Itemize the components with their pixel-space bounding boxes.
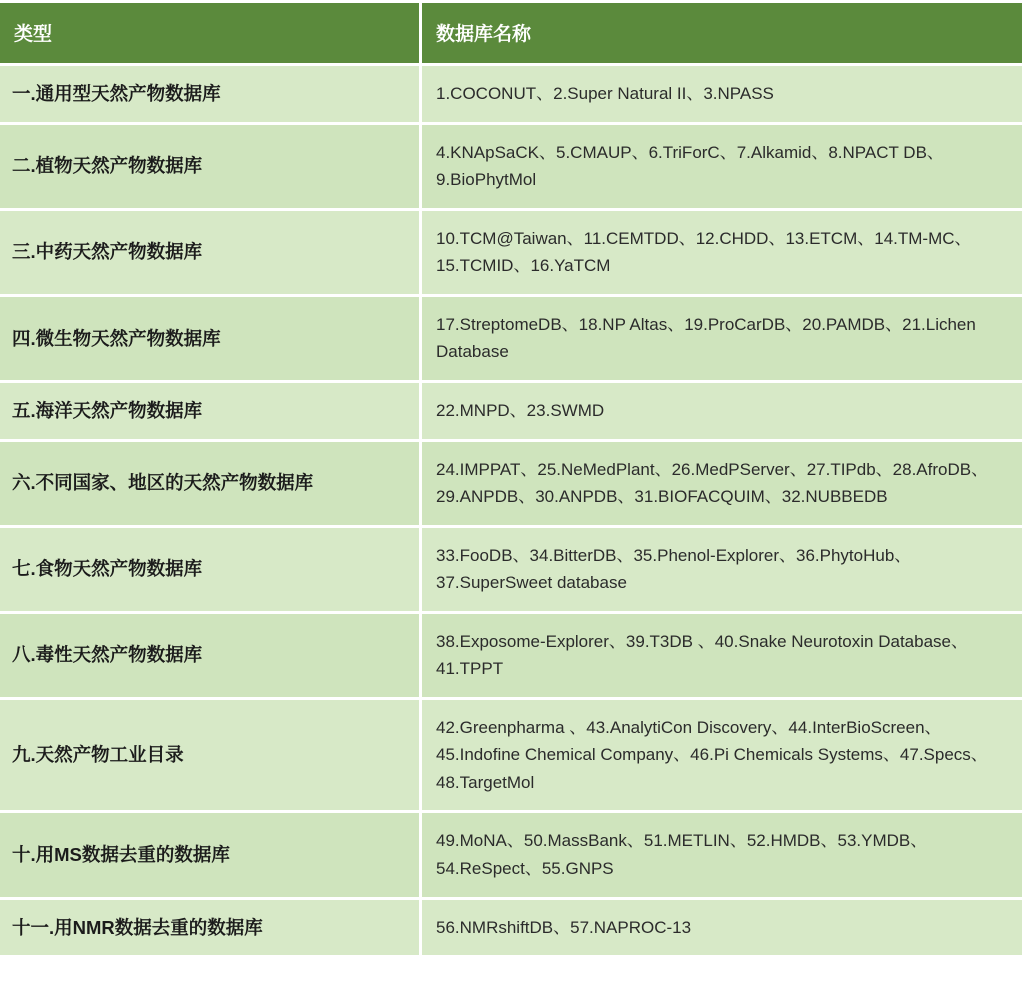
cell-database-names: 10.TCM@Taiwan、11.CEMTDD、12.CHDD、13.ETCM、14.TM-MC、15.TCMID、16.YaTCM [422,211,1022,294]
cell-type: 十一.用NMR数据去重的数据库 [0,900,422,956]
cell-database-names: 17.StreptomeDB、18.NP Altas、19.ProCarDB、20.PAMDB、21.Lichen Database [422,297,1022,380]
cell-database-names: 42.Greenpharma 、43.AnalytiCon Discovery、44.InterBioScreen、45.Indofine Chemical Company、46.Pi Chemicals Systems、47.Specs、48.TargetMol [422,700,1022,811]
cell-database-names: 1.COCONUT、2.Super Natural II、3.NPASS [422,66,1022,122]
table-row [0,297,1022,380]
table-row [0,442,1022,525]
cell-database-names: 56.NMRshiftDB、57.NAPROC-13 [422,900,1022,956]
cell-database-names: 4.KNApSaCK、5.CMAUP、6.TriForC、7.Alkamid、8.NPACT DB、9.BioPhytMol [422,125,1022,208]
cell-type: 九.天然产物工业目录 [0,700,422,811]
table-row [0,528,1022,611]
table-row [0,900,1022,956]
table-row [0,383,1022,439]
column-header-type: 类型 [0,3,422,63]
table-row [0,211,1022,294]
cell-type: 五.海洋天然产物数据库 [0,383,422,439]
cell-type: 七.食物天然产物数据库 [0,528,422,611]
cell-type: 四.微生物天然产物数据库 [0,297,422,380]
cell-database-names: 22.MNPD、23.SWMD [422,383,1022,439]
table-row [0,614,1022,697]
column-header-name: 数据库名称 [422,3,1022,63]
cell-type: 三.中药天然产物数据库 [0,211,422,294]
table-row [0,66,1022,122]
cell-database-names: 33.FooDB、34.BitterDB、35.Phenol-Explorer、36.PhytoHub、37.SuperSweet database [422,528,1022,611]
table-row [0,813,1022,896]
table-row [0,125,1022,208]
cell-database-names: 24.IMPPAT、25.NeMedPlant、26.MedPServer、27.TIPdb、28.AfroDB、29.ANPDB、30.ANPDB、31.BIOFACQUIM、32.NUBBEDB [422,442,1022,525]
table-header [0,3,1022,63]
table-body [0,66,1022,955]
cell-type: 八.毒性天然产物数据库 [0,614,422,697]
table-row [0,700,1022,811]
cell-database-names: 38.Exposome-Explorer、39.T3DB 、40.Snake Neurotoxin Database、41.TPPT [422,614,1022,697]
cell-type: 六.不同国家、地区的天然产物数据库 [0,442,422,525]
cell-type: 十.用MS数据去重的数据库 [0,813,422,896]
table-header-row [0,3,1022,63]
cell-type: 二.植物天然产物数据库 [0,125,422,208]
cell-database-names: 49.MoNA、50.MassBank、51.METLIN、52.HMDB、53.YMDB、54.ReSpect、55.GNPS [422,813,1022,896]
cell-type: 一.通用型天然产物数据库 [0,66,422,122]
